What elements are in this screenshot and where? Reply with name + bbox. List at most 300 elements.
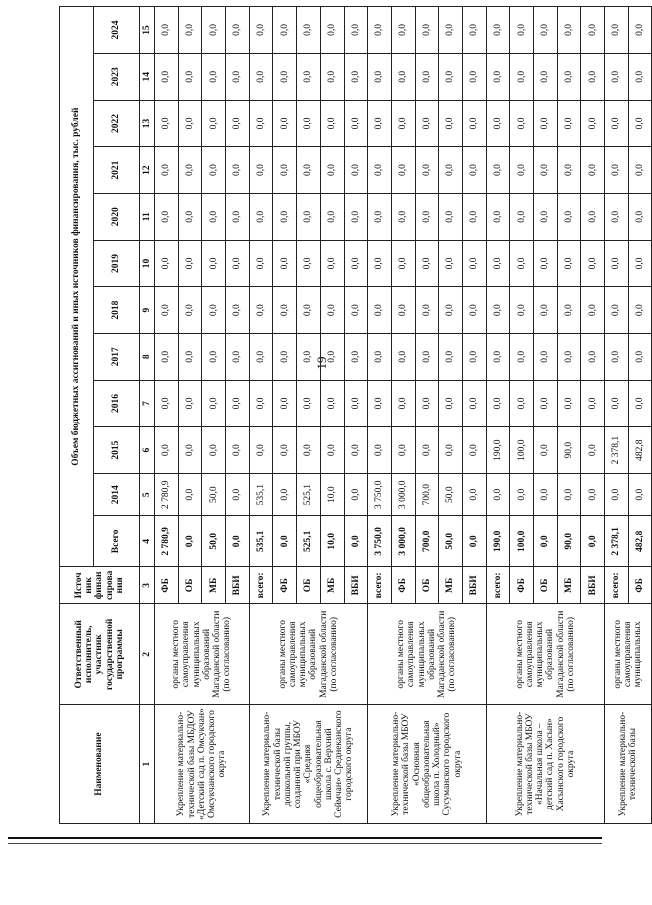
year-value: 0,0 (155, 193, 179, 240)
year-value: 0,0 (628, 240, 652, 287)
page-number: 19 (314, 356, 329, 370)
year-value: 0,0 (202, 333, 226, 380)
year-value: 0,0 (534, 380, 558, 427)
year-value: 0,0 (226, 193, 250, 240)
year-value: 0,0 (628, 193, 652, 240)
year-value: 0,0 (439, 240, 463, 287)
year-value: 0,0 (557, 147, 581, 194)
year-value: 0,0 (486, 193, 510, 240)
year-value: 0,0 (439, 53, 463, 100)
funding-source: ФБ (628, 567, 652, 604)
year-value: 190,0 (486, 427, 510, 474)
year-value: 0,0 (605, 193, 629, 240)
year-value: 0,0 (628, 147, 652, 194)
year-value: 0,0 (510, 287, 534, 334)
year-value: 0,0 (202, 147, 226, 194)
year-value: 0,0 (462, 287, 486, 334)
year-value: 0,0 (368, 240, 392, 287)
year-value: 100,0 (510, 427, 534, 474)
year-value: 0,0 (605, 100, 629, 147)
year-value: 0,0 (581, 53, 605, 100)
total-value: 90,0 (557, 516, 581, 567)
year-value: 0,0 (297, 240, 321, 287)
year-value: 0,0 (273, 287, 297, 334)
year-value: 0,0 (297, 380, 321, 427)
year-value: 0,0 (178, 287, 202, 334)
year-value: 0,0 (605, 473, 629, 515)
total-value: 2 378,1 (605, 516, 629, 567)
year-value: 0,0 (557, 473, 581, 515)
year-value: 0,0 (486, 7, 510, 54)
year-value: 0,0 (344, 380, 368, 427)
year-value: 0,0 (510, 473, 534, 515)
year-value: 0,0 (510, 240, 534, 287)
year-value: 0,0 (391, 333, 415, 380)
year-value: 525,1 (297, 473, 321, 515)
year-value: 50,0 (439, 473, 463, 515)
year-value: 0,0 (297, 147, 321, 194)
funding-source: всего: (368, 567, 392, 604)
year-value: 0,0 (439, 193, 463, 240)
year-value: 0,0 (249, 100, 273, 147)
year-value: 0,0 (368, 333, 392, 380)
year-value: 0,0 (557, 53, 581, 100)
responsible-executor: органы местного самоуправления муниципальных образований Магаданской области (по согласованию) (368, 604, 486, 705)
year-value: 0,0 (391, 100, 415, 147)
year-value: 0,0 (178, 53, 202, 100)
year-value: 0,0 (415, 240, 439, 287)
year-value: 0,0 (534, 193, 558, 240)
header-year-2016: 2016 (94, 380, 140, 427)
year-value: 0,0 (344, 333, 368, 380)
year-value: 0,0 (486, 53, 510, 100)
year-value: 0,0 (320, 333, 344, 380)
year-value: 0,0 (273, 53, 297, 100)
year-value: 0,0 (320, 427, 344, 474)
year-value: 0,0 (510, 7, 534, 54)
year-value: 0,0 (510, 147, 534, 194)
responsible-executor: органы местного самоуправления муниципальных (605, 604, 652, 705)
total-value: 3 750,0 (368, 516, 392, 567)
column-number-12: 12 (140, 147, 155, 194)
funding-source: всего: (249, 567, 273, 604)
table-row (486, 7, 510, 824)
header-year-2014: 2014 (94, 473, 140, 515)
total-value: 10,0 (320, 516, 344, 567)
total-value: 700,0 (415, 516, 439, 567)
year-value: 0,0 (581, 427, 605, 474)
year-value: 0,0 (297, 193, 321, 240)
total-value: 482,8 (628, 516, 652, 567)
year-value: 3 000,0 (391, 473, 415, 515)
year-value: 0,0 (534, 7, 558, 54)
year-value: 0,0 (320, 53, 344, 100)
year-value: 0,0 (273, 147, 297, 194)
year-value: 0,0 (273, 193, 297, 240)
year-value: 0,0 (297, 7, 321, 54)
responsible-executor: органы местного самоуправления муниципальных образований Магаданской области (по согласованию) (249, 604, 367, 705)
year-value: 0,0 (273, 333, 297, 380)
year-value: 0,0 (249, 53, 273, 100)
table-row (605, 7, 629, 824)
measure-name: Укрепление материально-технической базы МБДОУ «Детский сад п. Омсукчан» Омсукчанского городского округа (155, 705, 250, 824)
total-value: 50,0 (202, 516, 226, 567)
year-value: 0,0 (510, 380, 534, 427)
total-value: 50,0 (439, 516, 463, 567)
total-value: 0,0 (534, 516, 558, 567)
rotated-table-wrapper (59, 6, 645, 824)
year-value: 0,0 (320, 240, 344, 287)
year-value: 0,0 (368, 427, 392, 474)
year-value: 0,0 (628, 473, 652, 515)
measure-name: Укрепление материально-технической базы МБОУ «Основная общеобразовательная школа п. Холодный» Сусуманского городского округа (368, 705, 486, 824)
year-value: 0,0 (391, 240, 415, 287)
table-row (368, 7, 392, 824)
year-value: 0,0 (415, 100, 439, 147)
total-value: 3 000,0 (391, 516, 415, 567)
year-value: 0,0 (439, 147, 463, 194)
column-number-11: 11 (140, 193, 155, 240)
column-number-10: 10 (140, 240, 155, 287)
header-year-2020: 2020 (94, 193, 140, 240)
year-value: 0,0 (273, 427, 297, 474)
year-value: 0,0 (439, 333, 463, 380)
header-total: Всего (94, 516, 140, 567)
year-value: 0,0 (202, 240, 226, 287)
year-value: 0,0 (439, 100, 463, 147)
year-value: 0,0 (534, 427, 558, 474)
year-value: 0,0 (226, 100, 250, 147)
year-value: 0,0 (368, 53, 392, 100)
funding-source: ФБ (155, 567, 179, 604)
year-value: 0,0 (368, 193, 392, 240)
year-value: 0,0 (178, 193, 202, 240)
year-value: 0,0 (178, 7, 202, 54)
year-value: 50,0 (202, 473, 226, 515)
year-value: 0,0 (628, 53, 652, 100)
year-value: 0,0 (202, 287, 226, 334)
year-value: 3 750,0 (368, 473, 392, 515)
year-value: 0,0 (462, 53, 486, 100)
funding-source: всего: (486, 567, 510, 604)
year-value: 0,0 (510, 100, 534, 147)
year-value: 535,1 (249, 473, 273, 515)
year-value: 0,0 (391, 7, 415, 54)
year-value: 0,0 (391, 287, 415, 334)
year-value: 0,0 (557, 333, 581, 380)
year-value: 0,0 (557, 100, 581, 147)
header-volume: Объем бюджетных ассигнований и иных источников финансирования, тыс. рублей (60, 7, 94, 567)
year-value: 0,0 (415, 7, 439, 54)
year-value: 0,0 (320, 147, 344, 194)
year-value: 0,0 (226, 427, 250, 474)
year-value: 0,0 (391, 427, 415, 474)
year-value: 0,0 (628, 7, 652, 54)
year-value: 0,0 (202, 100, 226, 147)
year-value: 0,0 (249, 380, 273, 427)
year-value: 0,0 (581, 287, 605, 334)
total-value: 100,0 (510, 516, 534, 567)
total-value: 0,0 (273, 516, 297, 567)
year-value: 0,0 (226, 473, 250, 515)
year-value: 0,0 (534, 287, 558, 334)
year-value: 0,0 (155, 287, 179, 334)
year-value: 0,0 (202, 427, 226, 474)
funding-source: ФБ (391, 567, 415, 604)
year-value: 0,0 (273, 380, 297, 427)
funding-source: МБ (202, 567, 226, 604)
year-value: 0,0 (534, 240, 558, 287)
year-value: 0,0 (628, 100, 652, 147)
year-value: 0,0 (486, 100, 510, 147)
year-value: 2 378,1 (605, 427, 629, 474)
year-value: 0,0 (605, 53, 629, 100)
year-value: 0,0 (178, 427, 202, 474)
year-value: 0,0 (320, 380, 344, 427)
year-value: 0,0 (391, 380, 415, 427)
year-value: 0,0 (415, 147, 439, 194)
year-value: 0,0 (415, 333, 439, 380)
year-value: 0,0 (534, 53, 558, 100)
year-value: 0,0 (462, 427, 486, 474)
funding-source: всего: (605, 567, 629, 604)
table-row (155, 7, 179, 824)
year-value: 0,0 (439, 427, 463, 474)
year-value: 0,0 (226, 287, 250, 334)
year-value: 0,0 (581, 193, 605, 240)
year-value: 0,0 (202, 7, 226, 54)
year-value: 0,0 (368, 287, 392, 334)
year-value: 0,0 (557, 7, 581, 54)
year-value: 0,0 (510, 193, 534, 240)
total-value: 0,0 (178, 516, 202, 567)
year-value: 2 780,9 (155, 473, 179, 515)
year-value: 0,0 (297, 427, 321, 474)
separator-line-thick (8, 837, 602, 839)
column-number-9: 9 (140, 287, 155, 334)
year-value: 0,0 (226, 147, 250, 194)
funding-source: МБ (439, 567, 463, 604)
year-value: 0,0 (534, 100, 558, 147)
year-value: 0,0 (155, 53, 179, 100)
column-number-14: 14 (140, 53, 155, 100)
year-value: 0,0 (581, 147, 605, 194)
year-value: 0,0 (178, 333, 202, 380)
year-value: 0,0 (628, 380, 652, 427)
year-value: 0,0 (273, 473, 297, 515)
total-value: 0,0 (344, 516, 368, 567)
year-value: 0,0 (605, 240, 629, 287)
year-value: 0,0 (155, 380, 179, 427)
year-value: 0,0 (226, 333, 250, 380)
year-value: 0,0 (320, 7, 344, 54)
year-value: 0,0 (605, 380, 629, 427)
total-value: 2 780,9 (155, 516, 179, 567)
year-value: 0,0 (510, 53, 534, 100)
year-value: 0,0 (273, 7, 297, 54)
year-value: 0,0 (344, 287, 368, 334)
column-number-8: 8 (140, 333, 155, 380)
header-year-2022: 2022 (94, 100, 140, 147)
year-value: 0,0 (605, 333, 629, 380)
header-year-2017: 2017 (94, 333, 140, 380)
column-number-5: 5 (140, 473, 155, 515)
year-value: 0,0 (391, 147, 415, 194)
measure-name: Укрепление материально-технической базы дошкольной группы, созданной при МБОУ «Средняя общеобразовательная школа с. Верхний Сеймчан» Среднеканского городского округа (249, 705, 367, 824)
header-name: Наименование (60, 705, 140, 824)
funding-source: ОБ (297, 567, 321, 604)
year-value: 0,0 (155, 427, 179, 474)
year-value: 0,0 (605, 147, 629, 194)
year-value: 0,0 (462, 473, 486, 515)
funding-source: ВБИ (344, 567, 368, 604)
year-value: 0,0 (462, 240, 486, 287)
responsible-executor: органы местного самоуправления муниципальных образований Магаданской области (по согласованию) (486, 604, 604, 705)
financing-table (59, 6, 652, 824)
header-source: Источ ник финан сирова ния (60, 567, 140, 604)
year-value: 0,0 (368, 380, 392, 427)
year-value: 0,0 (202, 380, 226, 427)
year-value: 0,0 (557, 287, 581, 334)
funding-source: МБ (557, 567, 581, 604)
year-value: 700,0 (415, 473, 439, 515)
year-value: 0,0 (391, 53, 415, 100)
year-value: 10,0 (320, 473, 344, 515)
year-value: 0,0 (226, 53, 250, 100)
year-value: 0,0 (344, 240, 368, 287)
year-value: 0,0 (486, 333, 510, 380)
year-value: 0,0 (557, 240, 581, 287)
funding-source: ОБ (534, 567, 558, 604)
year-value: 0,0 (273, 240, 297, 287)
total-value: 535,1 (249, 516, 273, 567)
year-value: 0,0 (628, 287, 652, 334)
year-value: 0,0 (297, 287, 321, 334)
responsible-executor: органы местного самоуправления муниципальных образований Магаданской области (по согласованию) (155, 604, 250, 705)
year-value: 0,0 (486, 287, 510, 334)
measure-name: Укрепление материально-технической базы МБОУ «Начальная школа – детский сад п. Хасын» Хасынского городского округа (486, 705, 604, 824)
year-value: 0,0 (178, 240, 202, 287)
year-value: 0,0 (202, 53, 226, 100)
year-value: 0,0 (249, 427, 273, 474)
year-value: 0,0 (226, 380, 250, 427)
year-value: 0,0 (486, 240, 510, 287)
funding-source: ФБ (510, 567, 534, 604)
column-number-13: 13 (140, 100, 155, 147)
year-value: 0,0 (391, 193, 415, 240)
year-value: 0,0 (344, 147, 368, 194)
year-value: 0,0 (320, 287, 344, 334)
year-value: 0,0 (344, 193, 368, 240)
year-value: 0,0 (605, 7, 629, 54)
header-executor: Ответственный исполнитель, участник государственной программы (60, 604, 140, 705)
funding-source: ОБ (178, 567, 202, 604)
total-value: 190,0 (486, 516, 510, 567)
funding-source: ВБИ (462, 567, 486, 604)
column-number-7: 7 (140, 380, 155, 427)
year-value: 0,0 (320, 193, 344, 240)
year-value: 0,0 (155, 100, 179, 147)
funding-source: ВБИ (226, 567, 250, 604)
separator-line-thin (8, 843, 602, 844)
year-value: 0,0 (178, 380, 202, 427)
year-value: 0,0 (415, 193, 439, 240)
year-value: 0,0 (344, 53, 368, 100)
year-value: 0,0 (439, 380, 463, 427)
year-value: 0,0 (249, 333, 273, 380)
year-value: 0,0 (581, 333, 605, 380)
column-number-3: 3 (140, 567, 155, 604)
year-value: 0,0 (297, 100, 321, 147)
year-value: 0,0 (557, 193, 581, 240)
year-value: 0,0 (178, 473, 202, 515)
year-value: 0,0 (415, 427, 439, 474)
header-year-2018: 2018 (94, 287, 140, 334)
year-value: 0,0 (439, 287, 463, 334)
year-value: 0,0 (462, 380, 486, 427)
funding-source: ОБ (415, 567, 439, 604)
header-year-2019: 2019 (94, 240, 140, 287)
year-value: 0,0 (344, 100, 368, 147)
year-value: 0,0 (178, 100, 202, 147)
year-value: 0,0 (249, 7, 273, 54)
year-value: 0,0 (581, 380, 605, 427)
year-value: 0,0 (226, 7, 250, 54)
year-value: 0,0 (534, 473, 558, 515)
year-value: 0,0 (155, 147, 179, 194)
year-value: 0,0 (462, 333, 486, 380)
column-number-4: 4 (140, 516, 155, 567)
column-number-6: 6 (140, 427, 155, 474)
year-value: 0,0 (462, 7, 486, 54)
funding-source: МБ (320, 567, 344, 604)
year-value: 0,0 (273, 100, 297, 147)
header-year-2023: 2023 (94, 53, 140, 100)
year-value: 0,0 (155, 7, 179, 54)
table-row (249, 7, 273, 824)
year-value: 0,0 (249, 193, 273, 240)
year-value: 0,0 (581, 100, 605, 147)
year-value: 0,0 (462, 100, 486, 147)
year-value: 0,0 (486, 147, 510, 194)
funding-source: ВБИ (581, 567, 605, 604)
year-value: 0,0 (462, 193, 486, 240)
year-value: 0,0 (557, 380, 581, 427)
year-value: 0,0 (486, 473, 510, 515)
table-area (59, 6, 645, 824)
year-value: 0,0 (368, 147, 392, 194)
year-value: 0,0 (249, 240, 273, 287)
year-value: 0,0 (510, 333, 534, 380)
year-value: 0,0 (486, 380, 510, 427)
year-value: 0,0 (249, 287, 273, 334)
total-value: 525,1 (297, 516, 321, 567)
header-year-2015: 2015 (94, 427, 140, 474)
year-value: 0,0 (605, 287, 629, 334)
header-year-2024: 2024 (94, 7, 140, 54)
year-value: 0,0 (344, 427, 368, 474)
year-value: 0,0 (462, 147, 486, 194)
year-value: 0,0 (320, 100, 344, 147)
year-value: 0,0 (415, 287, 439, 334)
year-value: 0,0 (178, 147, 202, 194)
year-value: 0,0 (368, 100, 392, 147)
total-value: 0,0 (462, 516, 486, 567)
year-value: 482,8 (628, 427, 652, 474)
year-value: 0,0 (415, 380, 439, 427)
column-number-1: 1 (140, 705, 155, 824)
year-value: 0,0 (439, 7, 463, 54)
